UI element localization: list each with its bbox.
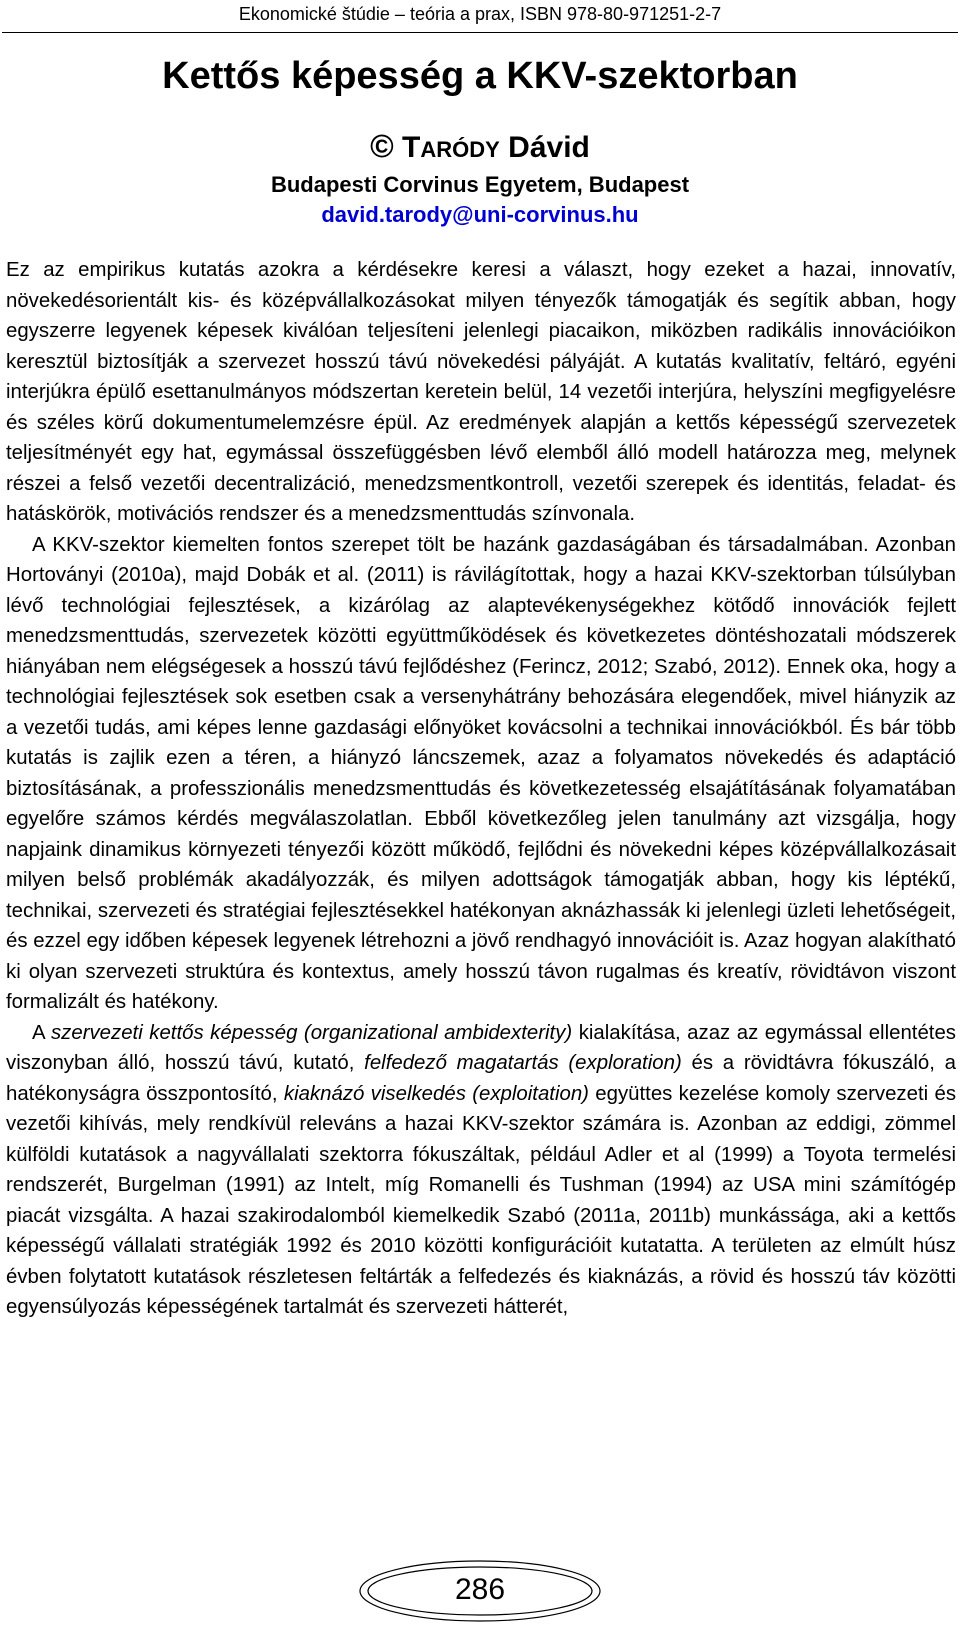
abstract-paragraph: Ez az empirikus kutatás azokra a kérdésekre keresi a választ, hogy ezeket a hazai, innovatív, növekedésorientált kis- és középvállalkozásokat milyen tényezők támogatják és segítik abban, hogy egyszerre legyenek képesek kiválóan teljesíteni jelenlegi piacaikon, miközben radikális innovációikon keresztül biztosítják a szervezet hosszú távú növekedési pályáját. A kutatás kvalitatív, feltáró, egyéni interjúkra épülő esettanulmányos módszertan keretein belül, 14 vezetői interjúra, helyszíni megfigyelésre és széles körű dokumentumelemzésre épül. Az eredmények alapján a kettős képességű szervezetek teljesítményét egy hat, egymással összefüggésben lévő elemből álló modell határozza meg, melynek részei a felső vezetői decentralizáció, menedzsmentkontroll, vezetői szerepek és identitás, feladat- és hatáskörök, motivációs rendszer és a menedzsmenttudás színvonala. xyxy=(6,259,956,525)
body-paragraph: A szervezeti kettős képesség (organizational ambidexterity) kialakítása, azaz az egymással ellentétes viszonyban álló, hosszú távú, kutató, felfedező magatartás (exploration) és a rövidtávra fókuszáló, a hatékonyságra összpontosító, kiaknázó viselkedés (exploitation) együttes kezelése komoly szervezeti és vezetői kihívás, mely rendkívül releváns a hazai KKV-szektor számára is. Azonban az eddigi, zömmel külföldi kutatások a nagyvállalati szektorra fókuszáltak, például Adler et al (1999) a Toyota termelési rendszerét, Burgelman (1991) az Intelt, míg Romanelli és Tushman (1994) az USA mini számítógép piacát vizsgálta. A hazai szakirodalomból kiemelkedik Szabó (2011a, 2011b) munkássága, aki a kettős képességű vállalati stratégiák 1992 és 2010 közötti konfigurációit kutatatta. A területen az elmúlt húsz évben folytatott kutatások részletesen feltárták a felfedezés és kiaknázás, a rövid és hosszú táv közötti egyensúlyozás képességének tartalmát és szervezeti hátterét, xyxy=(6,1021,957,1318)
body-paragraph: A KKV-szektor kiemelten fontos szerepet tölt be hazánk gazdaságában és társadalmában. Azonban Hortoványi (2010a), majd Dobák et al. (2011) is rávilágítottak, hogy a hazai KKV-szektorban túlsúlyban lévő technológiai fejlesztések, a kizárólag az alaptevékenységekhez kötődő innovációk fejlett menedzsmenttudás, szervezetek közötti együttműködések és következetes döntéshozatali módszerek hiányában nem elégségesek a hosszú távú fejlődéshez (Ferincz, 2012; Szabó, 2012). Ennek oka, hogy a technológiai fejlesztések sok esetben csak a versenyhátrány behozására elegendőek, mivel hiányzik az a vezetői tudás, ami képes lenne gazdasági előnyöket kovácsolni a technikai innovációkból. És bár több kutatás is zajlik ezen a téren, a hiányzó láncszemek, azaz a folyamatos növekedés és adaptáció biztosításának, a professzionális menedzsmenttudás és következetesség elsajátításának folyamatában egyelőre számos kérdés megválaszolatlan. Ebből következőleg jelen tanulmány azt vizsgálja, hogy napjaink dinamikus környezeti tényezői között működő, fejlődni és növekedni képes középvállalkozásait milyen belső problémák akadályozzák, és milyen adottságok támogatják abban, hogy kis léptékű, technikai, szervezeti és stratégiai fejlesztésekkel hatékonyan aknázhassák ki jelenlegi üzleti lehetőségeit, és ezzel egy időben képesek legyenek létrehozni a jövő rendhagyó innovációit is. Azaz hogyan alakítható ki olyan szervezeti struktúra és kontextus, amely hosszú távon rugalmas és kreatív, rövidtávon viszont formalizált és hatékony. xyxy=(6,533,956,1013)
author-family-name: TARÓDY xyxy=(402,131,500,164)
running-header: Ekonomické štúdie – teória a prax, ISBN 978-80-971251-2-7 xyxy=(238,4,722,24)
italic-term: szervezeti kettős képesség (organizational ambidexterity) xyxy=(50,1021,573,1044)
page-number: 286 xyxy=(454,1573,506,1606)
author-given-name: Dávid xyxy=(508,131,590,164)
author-affiliation: Budapesti Corvinus Egyetem, Budapest xyxy=(270,172,690,197)
italic-term: felfedező magatartás (exploration) xyxy=(364,1052,682,1074)
author-name xyxy=(0,128,960,168)
page-number-badge xyxy=(357,1558,603,1624)
copyright-symbol: © xyxy=(370,128,394,164)
article-title: Kettős képesség a KKV-szektorban xyxy=(162,55,798,97)
header-rule xyxy=(2,32,958,33)
author-email-link[interactable]: david.tarody@uni-corvinus.hu xyxy=(321,202,639,227)
article-body xyxy=(6,255,956,1323)
italic-term: kiaknázó viselkedés (exploitation) xyxy=(283,1082,589,1105)
